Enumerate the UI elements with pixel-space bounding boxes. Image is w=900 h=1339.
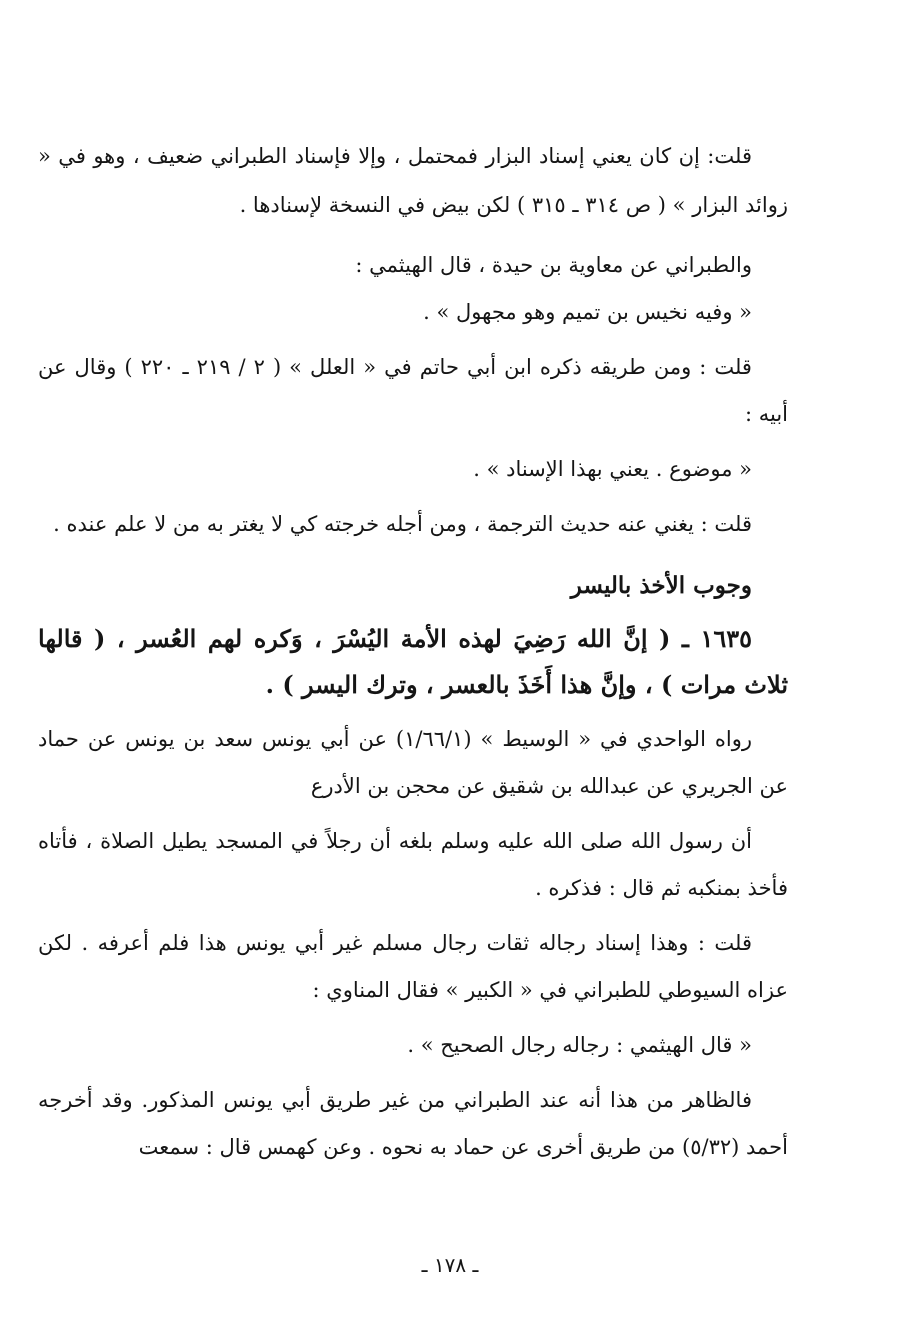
quote-haythami-sahih: « قال الهيثمي : رجاله رجال الصحيح » . bbox=[407, 1033, 752, 1057]
section-heading: وجوب الأخذ باليسر bbox=[570, 572, 752, 599]
paragraph-ahmad-reference: فالظاهر من هذا أنه عند الطبراني من غير طريق أبي يونس المذكور. وقد أخرجه أحمد (٥/٣٢) من طريق أخرى عن حماد به نحوه . وعن كهمس قال : سمعت bbox=[38, 1088, 788, 1159]
hadith-text: ١٦٣٥ ـ ( إنَّ الله رَضِيَ لهذه الأمة اليُسْرَ ، وَكره لهم العُسر ، ( قالها ثلاث مرات ) ، وإنَّ هذا أَخَذَ بالعسر ، وترك اليسر ) . bbox=[38, 624, 788, 699]
quote-mawdu: « موضوع . يعني بهذا الإسناد » . bbox=[473, 457, 752, 481]
paragraph-wahidi-chain: رواه الواحدي في « الوسيط » (١/٦٦/١) عن أبي يونس سعد بن يونس عن حماد عن الجريري عن عبدالله بن شقيق عن محجن بن الأدرع bbox=[38, 727, 788, 798]
paragraph-hadith-context: أن رسول الله صلى الله عليه وسلم بلغه أن رجلاً في المسجد يطيل الصلاة ، فأتاه فأخذ بمنكبه ثم قال : فذكره . bbox=[38, 829, 788, 900]
paragraph-conclusion: قلت : يغني عنه حديث الترجمة ، ومن أجله خرجته كي لا يغتر به من لا علم عنده . bbox=[53, 512, 752, 536]
page-number: ـ ١٧٨ ـ bbox=[421, 1253, 479, 1277]
quote-haythami: « وفيه نخيس بن تميم وهو مجهول » . bbox=[423, 300, 752, 324]
paragraph-isnad-assessment: قلت : وهذا إسناد رجاله ثقات رجال مسلم غير أبي يونس هذا فلم أعرفه . لكن عزاه السيوطي للطبراني في « الكبير » فقال المناوي : bbox=[38, 931, 788, 1002]
paragraph-ilal-reference: قلت : ومن طريقه ذكره ابن أبي حاتم في « العلل » ( ٢ / ٢١٩ ـ ٢٢٠ ) وقال عن أبيه : bbox=[38, 355, 788, 426]
paragraph-tabarani-narration: والطبراني عن معاوية بن حيدة ، قال الهيثمي : bbox=[355, 253, 752, 277]
paragraph-narrator-comment: قلت: إن كان يعني إسناد البزار فمحتمل ، وإلا فإسناد الطبراني ضعيف ، وهو في « زوائد البزار » ( ص ٣١٤ ـ ٣١٥ ) لكن بيض في النسخة لإسنادها . bbox=[38, 144, 788, 217]
page-body bbox=[38, 132, 788, 1171]
